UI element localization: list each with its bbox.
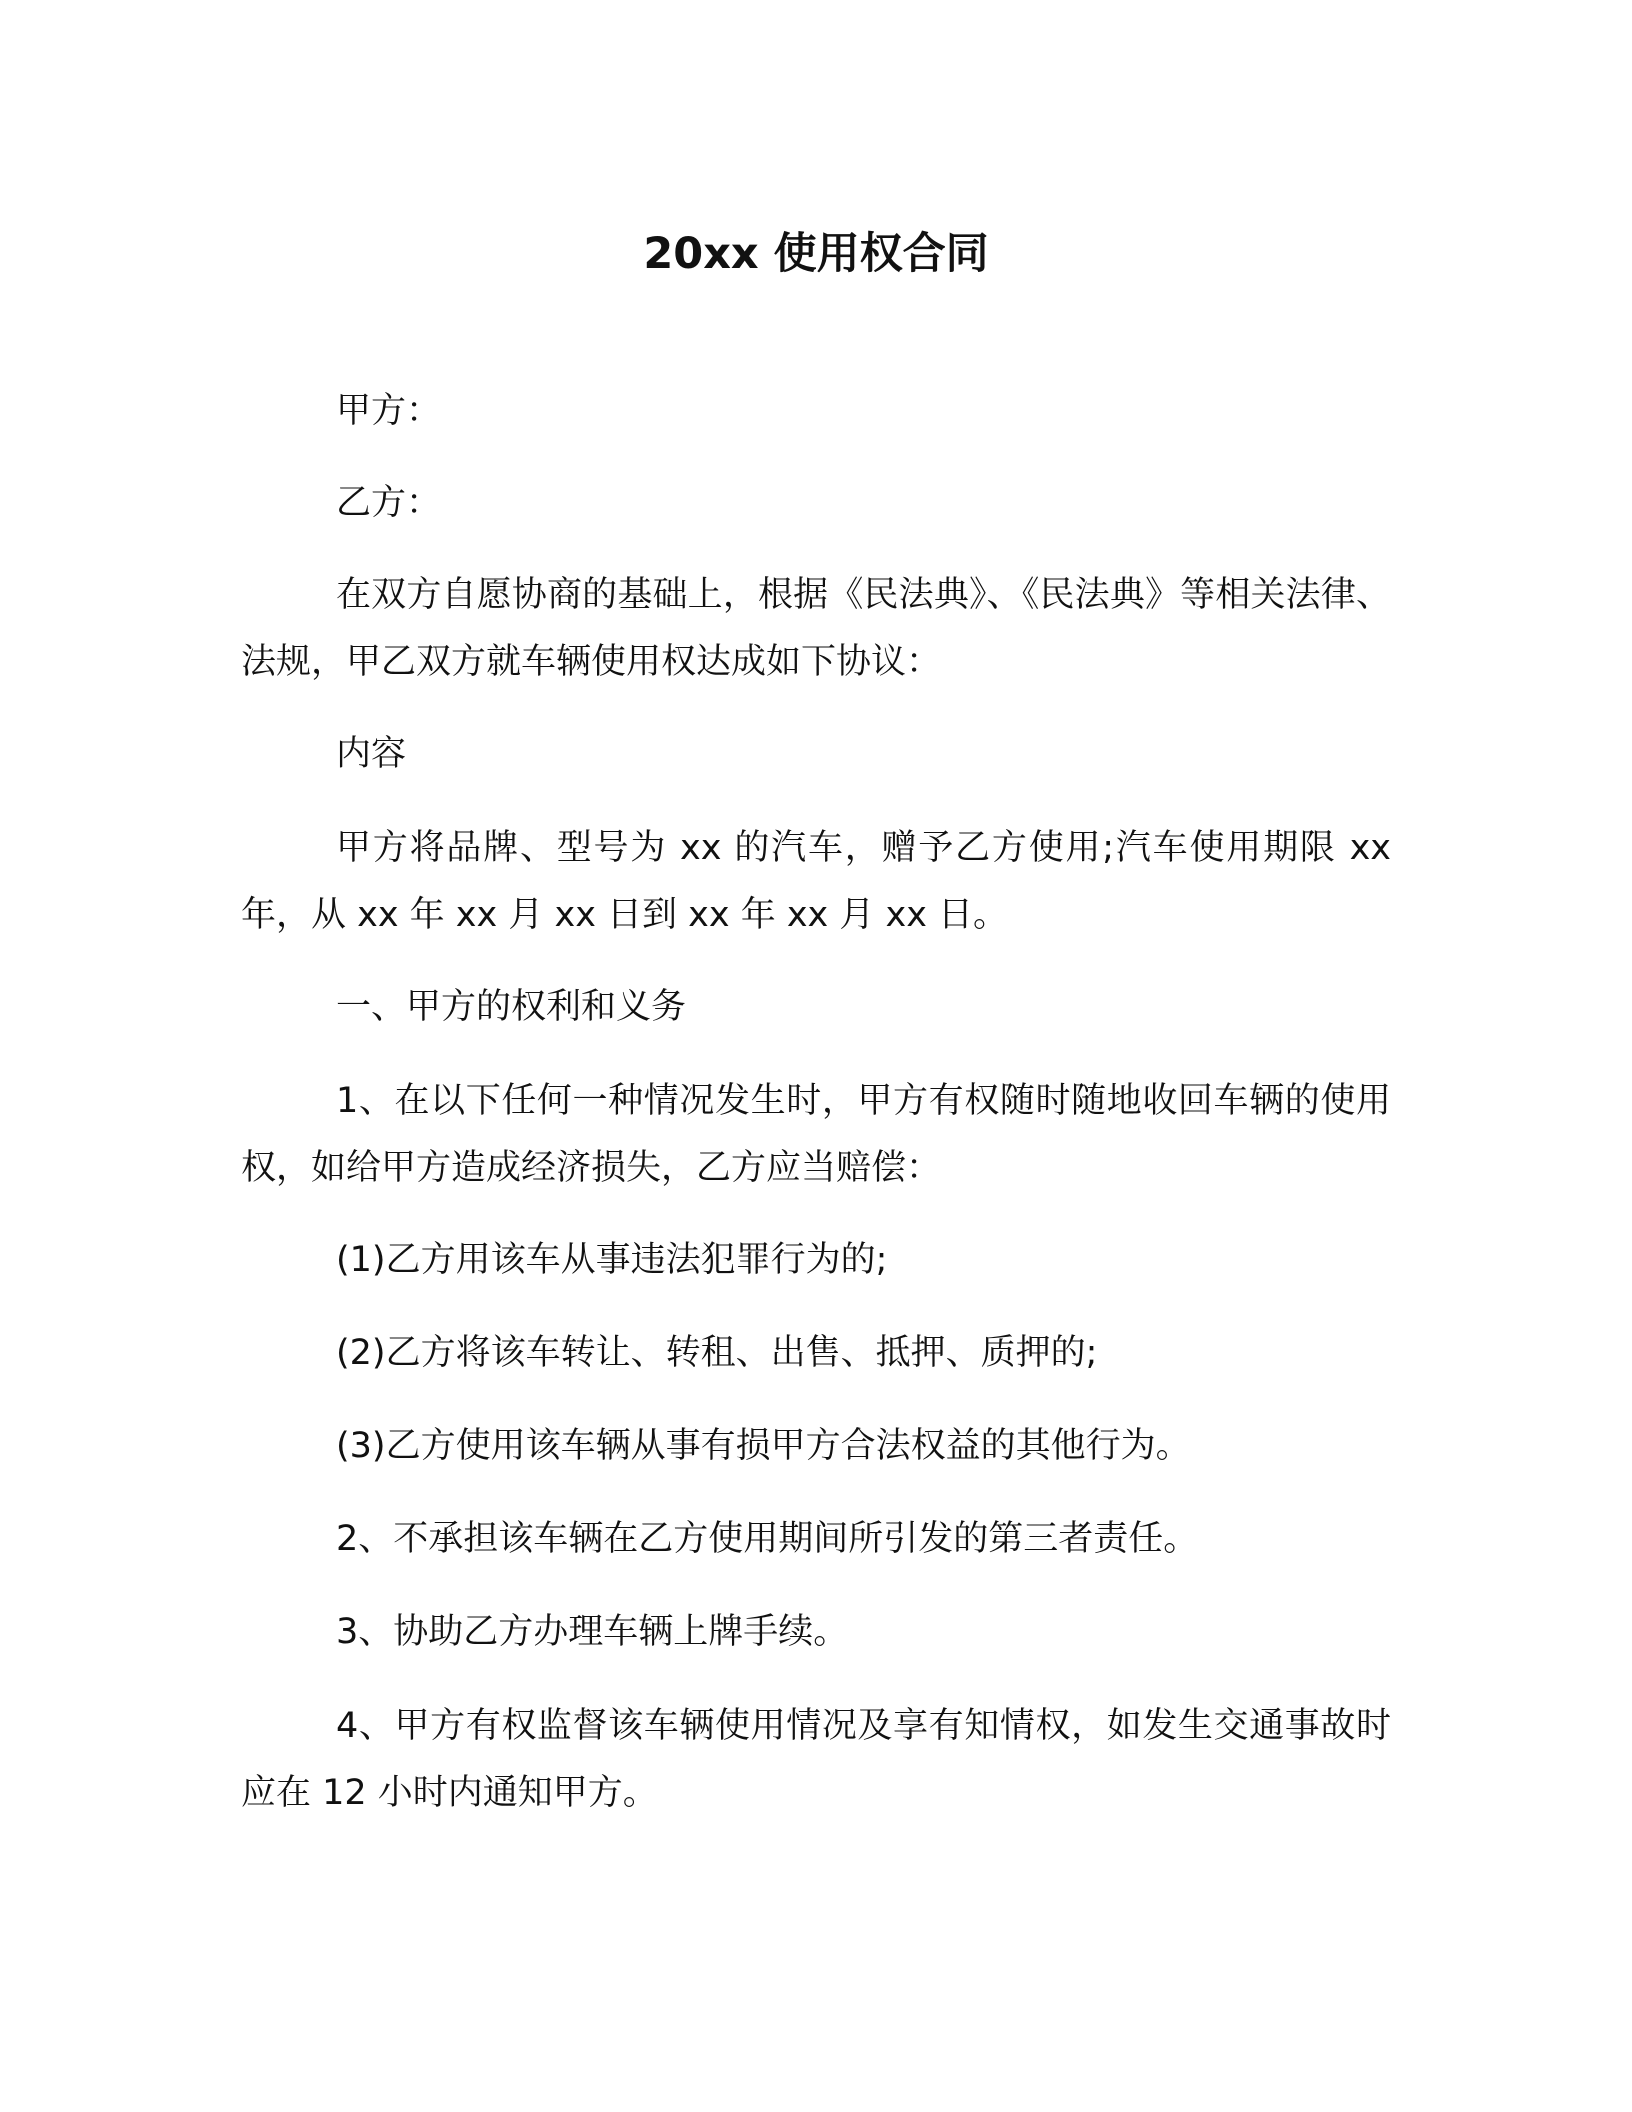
clause-1-item-1: (1)乙方用该车从事违法犯罪行为的; [336,1240,888,1280]
section-heading-party-a: 一、甲方的权利和义务 [336,987,687,1027]
preamble-paragraph: 在双方自愿协商的基础上，根据《民法典》、《民法典》等相关法律、法规，甲乙双方就车辆使用权达成如下协议： [241,575,1391,682]
clause-3: 3、协助乙方办理车辆上牌手续。 [336,1612,849,1652]
party-b-line: 乙方： [336,483,442,523]
content-paragraph: 甲方将品牌、型号为 xx 的汽车，赠予乙方使用;汽车使用期限 xx 年，从 xx 年 xx 月 xx 日到 xx 年 xx 月 xx 日。 [241,828,1391,935]
clause-2: 2、不承担该车辆在乙方使用期间所引发的第三者责任。 [336,1519,1199,1559]
section-heading-content: 内容 [336,734,407,774]
clause-1-item-3: (3)乙方使用该车辆从事有损甲方合法权益的其他行为。 [336,1426,1191,1466]
document-title: 20xx 使用权合同 [643,229,989,279]
clause-1-item-2: (2)乙方将该车转让、转租、出售、抵押、质押的; [336,1333,1098,1373]
party-a-line: 甲方： [336,391,442,431]
clause-1: 1、在以下任何一种情况发生时，甲方有权随时随地收回车辆的使用权，如给甲方造成经济损失，乙方应当赔偿： [241,1081,1391,1188]
clause-4: 4、甲方有权监督该车辆使用情况及享有知情权，如发生交通事故时应在 12 小时内通知甲方。 [241,1706,1391,1813]
